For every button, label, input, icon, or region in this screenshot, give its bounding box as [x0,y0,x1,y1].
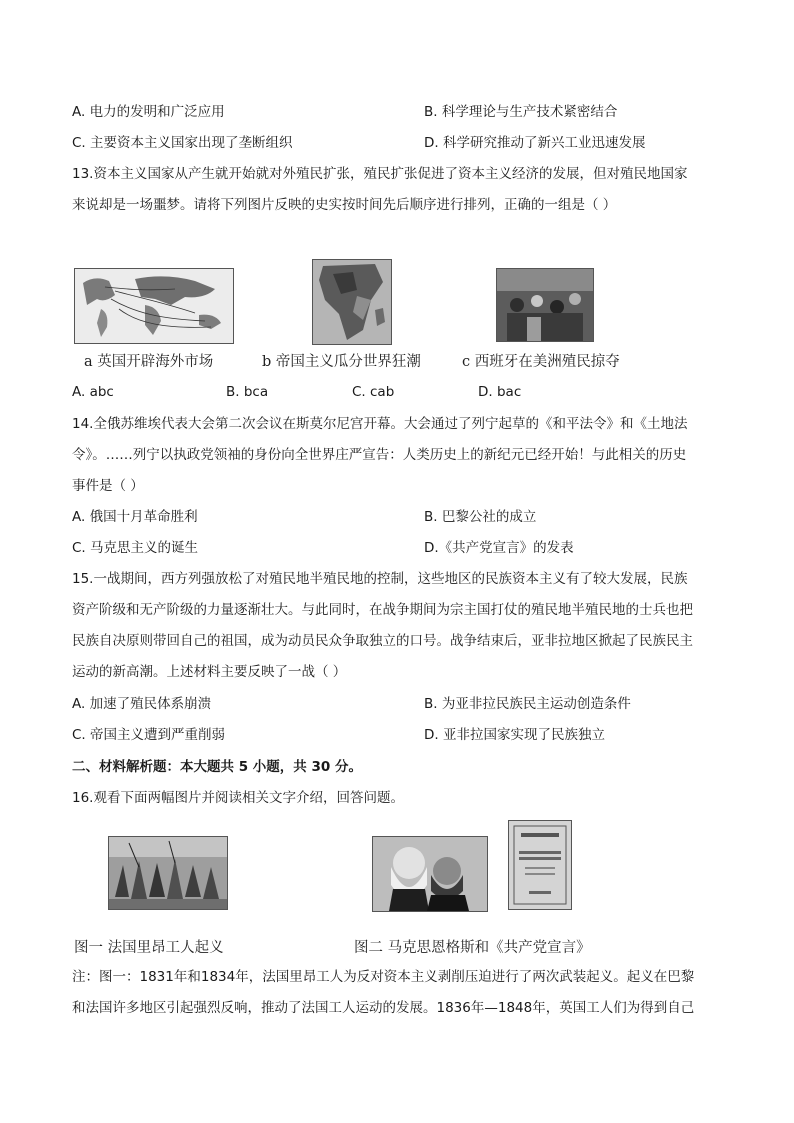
q13-caption-c: c 西班牙在美洲殖民掠夺 [462,354,620,370]
q13-caption-b: b 帝国主义瓜分世界狂潮 [262,354,421,370]
q13-stem-line2: 来说却是一场噩梦。请将下列图片反映的史实按时间先后顺序进行排列，正确的一组是（ ） [72,197,617,213]
q15-stem-line1: 15.一战期间，西方列强放松了对殖民地半殖民地的控制，这些地区的民族资本主义有了较大发展，民族 [72,571,688,587]
world-trade-map-image [74,268,234,344]
q12-options-row1 [72,102,722,122]
q15-option-a[interactable]: A. 加速了殖民体系崩溃 [72,696,212,712]
q15-options-row2 [72,725,722,745]
q15-options-row1 [72,694,722,714]
lyon-uprising-image [108,836,228,910]
colonial-plunder-painting-image [496,268,594,342]
q15-option-c[interactable]: C. 帝国主义遭到严重削弱 [72,727,226,743]
communist-manifesto-book-image [508,820,572,910]
q14-options-row2 [72,538,722,558]
q15-stem-line3: 民族自决原则带回自己的祖国，成为动员民众争取独立的口号。战争结束后，亚非拉地区掀起了民族民主 [72,633,693,649]
q14-option-b[interactable]: B. 巴黎公社的成立 [424,509,537,525]
q12-option-a[interactable]: A. 电力的发明和广泛应用 [72,104,225,120]
q15-option-b[interactable]: B. 为亚非拉民族民主运动创造条件 [424,696,631,712]
figure1-caption: 图一 法国里昂工人起义 [74,940,224,956]
q16-note-line2: 和法国许多地区引起强烈反响，推动了法国工人运动的发展。1836年—1848年，英国工人们为得到自己 [72,1000,695,1016]
q15-stem-line4: 运动的新高潮。上述材料主要反映了一战（ ） [72,664,347,680]
q12-options-row2 [72,133,722,153]
q13-option-b[interactable]: B. bca [226,384,269,400]
q13-option-d[interactable]: D. bac [478,384,522,400]
q13-option-a[interactable]: A. abc [72,384,114,400]
q14-option-d[interactable]: D.《共产党宣言》的发表 [424,540,574,556]
marx-engels-portrait-image [372,836,488,912]
q14-option-c[interactable]: C. 马克思主义的诞生 [72,540,199,556]
q13-caption-a: a 英国开辟海外市场 [84,354,214,370]
q15-stem-line2: 资产阶级和无产阶级的力量逐渐壮大。与此同时，在战争期间为宗主国打仗的殖民地半殖民地的士兵也把 [72,602,693,618]
q13-option-c[interactable]: C. cab [352,384,395,400]
q15-option-d[interactable]: D. 亚非拉国家实现了民族独立 [424,727,605,743]
q14-options-row1 [72,507,722,527]
q12-option-b[interactable]: B. 科学理论与生产技术紧密结合 [424,104,618,120]
q14-stem-line1: 14.全俄苏维埃代表大会第二次会议在斯莫尔尼宫开幕。大会通过了列宁起草的《和平法令》和《土地法 [72,416,688,432]
section2-title: 二、材料解析题：本大题共 5 小题，共 30 分。 [72,759,362,775]
q14-option-a[interactable]: A. 俄国十月革命胜利 [72,509,198,525]
q13-stem-line1: 13.资本主义国家从产生就开始就对外殖民扩张，殖民扩张促进了资本主义经济的发展，但对殖民地国家 [72,166,688,182]
partition-map-image [312,259,392,345]
q16-note-line1: 注：图一：1831年和1834年，法国里昂工人为反对资本主义剥削压迫进行了两次武装起义。起义在巴黎 [72,969,695,985]
figure2-caption: 图二 马克思恩格斯和《共产党宣言》 [354,940,591,956]
q14-stem-line3: 事件是（ ） [72,478,144,494]
q12-option-c[interactable]: C. 主要资本主义国家出现了垄断组织 [72,135,293,151]
q16-stem-line1: 16.观看下面两幅图片并阅读相关文字介绍，回答问题。 [72,790,404,806]
q14-stem-line2: 令》。……列宁以执政党领袖的身份向全世界庄严宣告：人类历史上的新纪元已经开始！与此相关的历史 [72,447,687,463]
q12-option-d[interactable]: D. 科学研究推动了新兴工业迅速发展 [424,135,646,151]
